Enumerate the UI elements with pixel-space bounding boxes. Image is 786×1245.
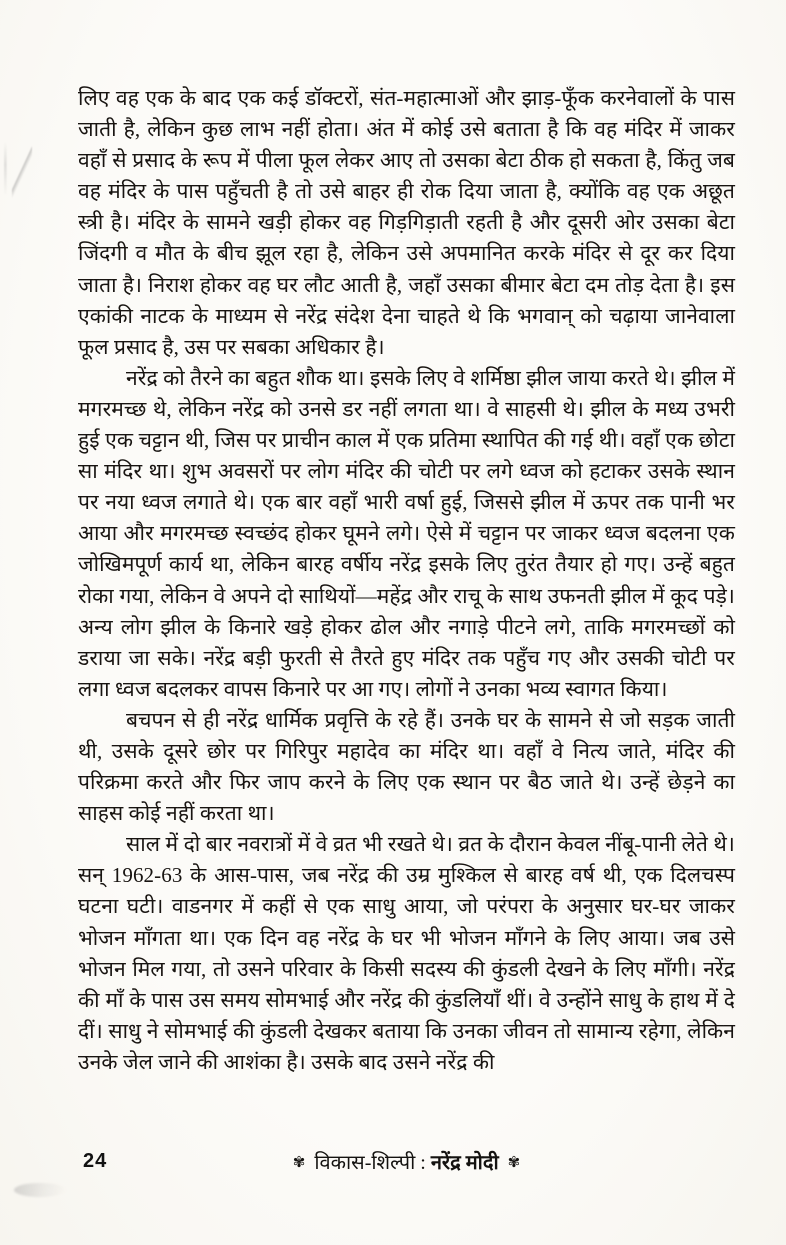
running-title: [78, 1148, 735, 1175]
paragraph-1: लिए वह एक के बाद एक कई डॉक्टरों, संत-महात्माओं और झाड़-फूँक करनेवालों के पास जाती है, लेकिन कुछ लाभ नहीं होता। अंत में कोई उसे बताता है कि वह मंदिर में जाकर वहाँ से प्रसाद के रूप में पीला फूल लेकर आए तो उसका बेटा ठीक हो सकता है, किंतु जब वह मंदिर के पास पहुँचती है तो उसे बाहर ही रोक दिया जाता है, क्योंकि वह एक अछूत स्त्री है। मंदिर के सामने खड़ी होकर वह गिड़गिड़ाती रहती है और दूसरी ओर उसका बेटा जिंदगी व मौत के बीच झूल रहा है, लेकिन उसे अपमानित करके मंदिर से दूर कर दिया जाता है। निराश होकर वह घर लौट आती है, जहाँ उसका बीमार बेटा दम तोड़ देता है। इस एकांकी नाटक के माध्यम से नरेंद्र संदेश देना चाहते थे कि भगवान् को चढ़ाया जानेवाला फूल प्रसाद है, उस पर सबका अधिकार है।: [78, 86, 735, 359]
paragraph-2: नरेंद्र को तैरने का बहुत शौक था। इसके लिए वे शर्मिष्ठा झील जाया करते थे। झील में मगरमच्छ थे, लेकिन नरेंद्र को उनसे डर नहीं लगता था। वे साहसी थे। झील के मध्य उभरी हुई एक चट्टान थी, जिस पर प्राचीन काल में एक प्रतिमा स्थापित की गई थी। वहाँ एक छोटा सा मंदिर था। शुभ अवसरों पर लोग मंदिर की चोटी पर लगे ध्वज को हटाकर उसके स्थान पर नया ध्वज लगाते थे। एक बार वहाँ भारी वर्षा हुई, जिससे झील में ऊपर तक पानी भर आया और मगरमच्छ स्वच्छंद होकर घूमने लगे। ऐसे में चट्टान पर जाकर ध्वज बदलना एक जोखिमपूर्ण कार्य था, लेकिन बारह वर्षीय नरेंद्र इसके लिए तुरंत तैयार हो गए। उन्हें बहुत रोका गया, लेकिन वे अपने दो साथियों—महेंद्र और राचू के साथ उफनती झील में कूद पड़े। अन्य लोग झील के किनारे खड़े होकर ढोल और नगाड़े पीटने लगे, ताकि मगरमच्छों को डराया जा सके। नरेंद्र बड़ी फुरती से तैरते हुए मंदिर तक पहुँच गए और उसकी चोटी पर लगा ध्वज बदलकर वापस किनारे पर आ गए। लोगों ने उनका भव्य स्वागत किया।: [78, 365, 735, 701]
smudge-scan-mark: [14, 1183, 66, 1197]
paragraph-4: साल में दो बार नवरात्रों में वे व्रत भी रखते थे। व्रत के दौरान केवल नींबू-पानी लेते थे। सन् 1962-63 के आस-पास, जब नरेंद्र की उम्र मुश्किल से बारह वर्ष थी, एक दिलचस्प घटना घटी। वाडनगर में कहीं से एक साधु आया, जो परंपरा के अनुसार घर-घर जाकर भोजन माँगता था। एक दिन वह नरेंद्र के घर भी भोजन माँगने के लिए आया। जब उसे भोजन मिल गया, तो उसने परिवार के किसी सदस्य की कुंडली देखने के लिए माँगी। नरेंद्र की माँ के पास उस समय सोमभाई और नरेंद्र की कुंडलियाँ थीं। वे उन्होंने साधु के हाथ में दे दीं। साधु ने सोमभाई की कुंडली देखकर बताया कि उनका जीवन तो सामान्य रहेगा, लेकिन उनके जेल जाने की आशंका है। उसके बाद उसने नरेंद्र की: [78, 832, 735, 1074]
paragraph-3: बचपन से ही नरेंद्र धार्मिक प्रवृत्ति के रहे हैं। उनके घर के सामने से जो सड़क जाती थी, उसके दूसरे छोर पर गिरिपुर महादेव का मंदिर था। वहाँ वे नित्य जाते, मंदिर की परिक्रमा करते और फिर जाप करने के लिए एक स्थान पर बैठ जाते थे। उन्हें छेड़ने का साहस कोई नहीं करता था।: [78, 707, 735, 826]
florette-icon: ✾: [507, 1155, 521, 1171]
page-number: 24: [83, 1150, 108, 1172]
page-footer: [78, 1146, 735, 1180]
florette-icon: ✾: [292, 1155, 306, 1171]
book-title-name: नरेंद्र मोदी: [430, 1152, 499, 1174]
page-body-text: [78, 83, 735, 1078]
book-title-prefix: विकास-शिल्पी :: [314, 1152, 426, 1174]
pencil-scan-mark: [4, 132, 38, 218]
